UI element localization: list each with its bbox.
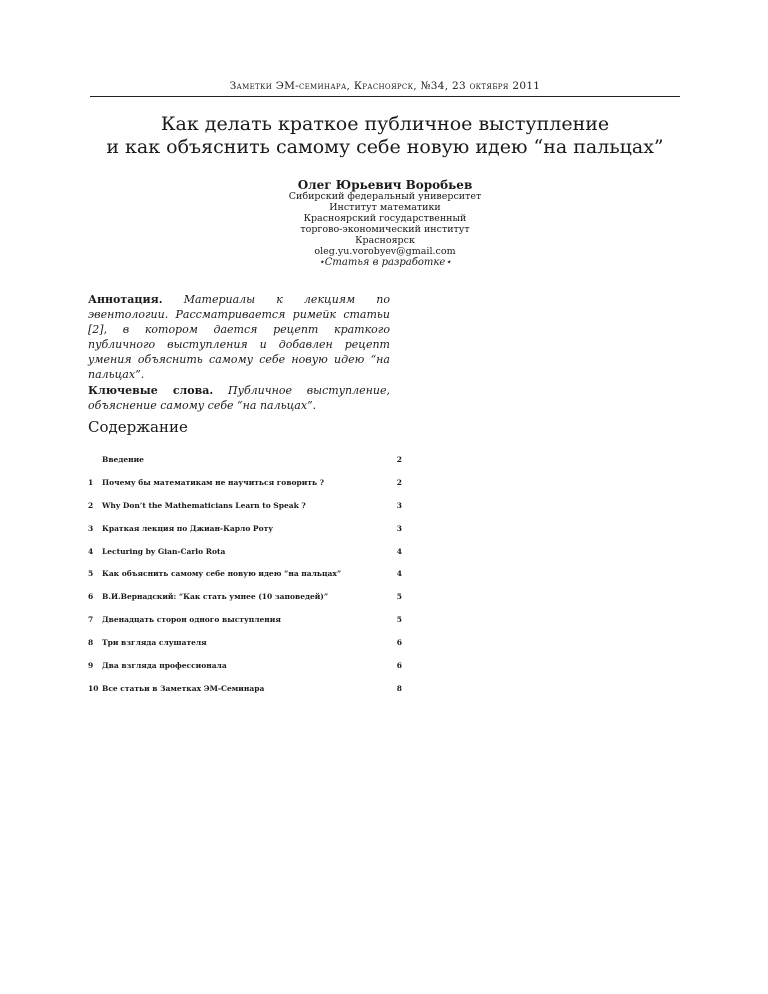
title-line-1: Как делать краткое публичное выступление xyxy=(160,113,610,135)
toc-entry[interactable] xyxy=(88,448,402,471)
abstract-paragraph xyxy=(88,292,390,382)
affiliation-line: Сибирский федеральный университет xyxy=(288,191,482,202)
toc-entry-title: Lecturing by Gian-Carlo Rota xyxy=(102,546,226,556)
draft-note: ⋆Статья в разработке⋆ xyxy=(318,257,452,268)
toc-entry-number: 9 xyxy=(88,660,94,670)
toc-entry-number: 3 xyxy=(88,523,94,533)
toc-entry-page: 3 xyxy=(396,523,402,533)
toc-entry-number: 1 xyxy=(88,477,94,487)
toc-entry-title: Введение xyxy=(102,454,144,464)
toc-entry-page: 2 xyxy=(396,454,402,464)
toc-entry-number: 7 xyxy=(88,615,94,625)
header-rule xyxy=(90,96,680,97)
toc-entry-number: 10 xyxy=(88,683,99,693)
toc-entry[interactable] xyxy=(88,471,402,494)
abstract-block xyxy=(88,292,390,414)
toc-entry-title: Краткая лекция по Джиан-Карло Роту xyxy=(102,523,274,533)
toc-entry[interactable] xyxy=(88,654,402,677)
affiliation-block xyxy=(90,191,680,257)
toc-entry[interactable] xyxy=(88,608,402,631)
toc-entry[interactable] xyxy=(88,585,402,608)
toc-entry-title: Why Don’t the Mathematicians Learn to Speak ? xyxy=(102,500,306,510)
abstract-text: Материалы к лекциям по эвентологии. Рассматривается римейк статьи [2], в котором дается рецепт краткого публичного выступления и добавлен рецепт умения объяснить самому себе новую идею “на пальцах”. xyxy=(88,293,391,381)
toc-entry-title: В.И.Вернадский: “Как стать умнее (10 заповедей)” xyxy=(102,592,329,602)
toc-entry-title: Два взгляда профессионала xyxy=(102,660,227,670)
paper-title xyxy=(90,113,680,159)
toc-entry-page: 4 xyxy=(396,546,402,556)
toc-entry-title: Как объяснить самому себе новую идею “на пальцах” xyxy=(102,569,342,579)
toc-entry-page: 6 xyxy=(396,660,402,670)
toc-entry-page: 8 xyxy=(396,683,402,693)
keywords-label: Ключевые слова. xyxy=(88,384,214,397)
title-line-2: и как объяснить самому себе новую идею “на пальцах” xyxy=(106,136,664,158)
toc-entry-page: 4 xyxy=(396,569,402,579)
keywords-paragraph xyxy=(88,383,390,413)
toc-entry-page: 3 xyxy=(396,500,402,510)
table-of-contents xyxy=(88,448,402,700)
affiliation-line: Красноярский государственный xyxy=(303,213,467,224)
toc-entry-page: 6 xyxy=(396,638,402,648)
toc-entry-title: Все статьи в Заметках ЭМ-Семинара xyxy=(102,683,265,693)
affiliation-line: торгово-экономический институт xyxy=(300,224,470,235)
toc-entry-page: 2 xyxy=(396,477,402,487)
toc-entry[interactable] xyxy=(88,562,402,585)
toc-entry-number: 2 xyxy=(88,500,94,510)
toc-heading: Содержание xyxy=(88,418,188,436)
toc-entry-number: 6 xyxy=(88,592,94,602)
toc-entry-number: 4 xyxy=(88,546,94,556)
toc-entry[interactable] xyxy=(88,517,402,540)
toc-entry-page: 5 xyxy=(396,592,402,602)
keywords-text: Публичное выступление, объяснение самому себе “на пальцах”. xyxy=(88,384,390,412)
author-email: oleg.yu.vorobyev@gmail.com xyxy=(314,246,456,257)
toc-entry-page: 5 xyxy=(396,615,402,625)
toc-entry-title: Двенадцать сторон одного выступления xyxy=(102,615,281,625)
abstract-label: Аннотация. xyxy=(88,293,163,306)
affiliation-line: Институт математики xyxy=(329,202,441,213)
toc-entry-title: Почему бы математикам не научиться говорить ? xyxy=(102,477,325,487)
toc-entry-number: 5 xyxy=(88,569,94,579)
toc-entry[interactable] xyxy=(88,631,402,654)
running-header: Заметки ЭМ-семинара, Красноярск, №34, 23 октября 2011 xyxy=(229,80,541,92)
toc-entry-number: 8 xyxy=(88,638,94,648)
toc-entry[interactable] xyxy=(88,494,402,517)
affiliation-line: Красноярск xyxy=(355,235,415,246)
toc-entry[interactable] xyxy=(88,677,402,700)
toc-entry[interactable] xyxy=(88,540,402,563)
toc-entry-title: Три взгляда слушателя xyxy=(102,638,207,648)
author-name: Олег Юрьевич Воробьев xyxy=(297,178,473,192)
